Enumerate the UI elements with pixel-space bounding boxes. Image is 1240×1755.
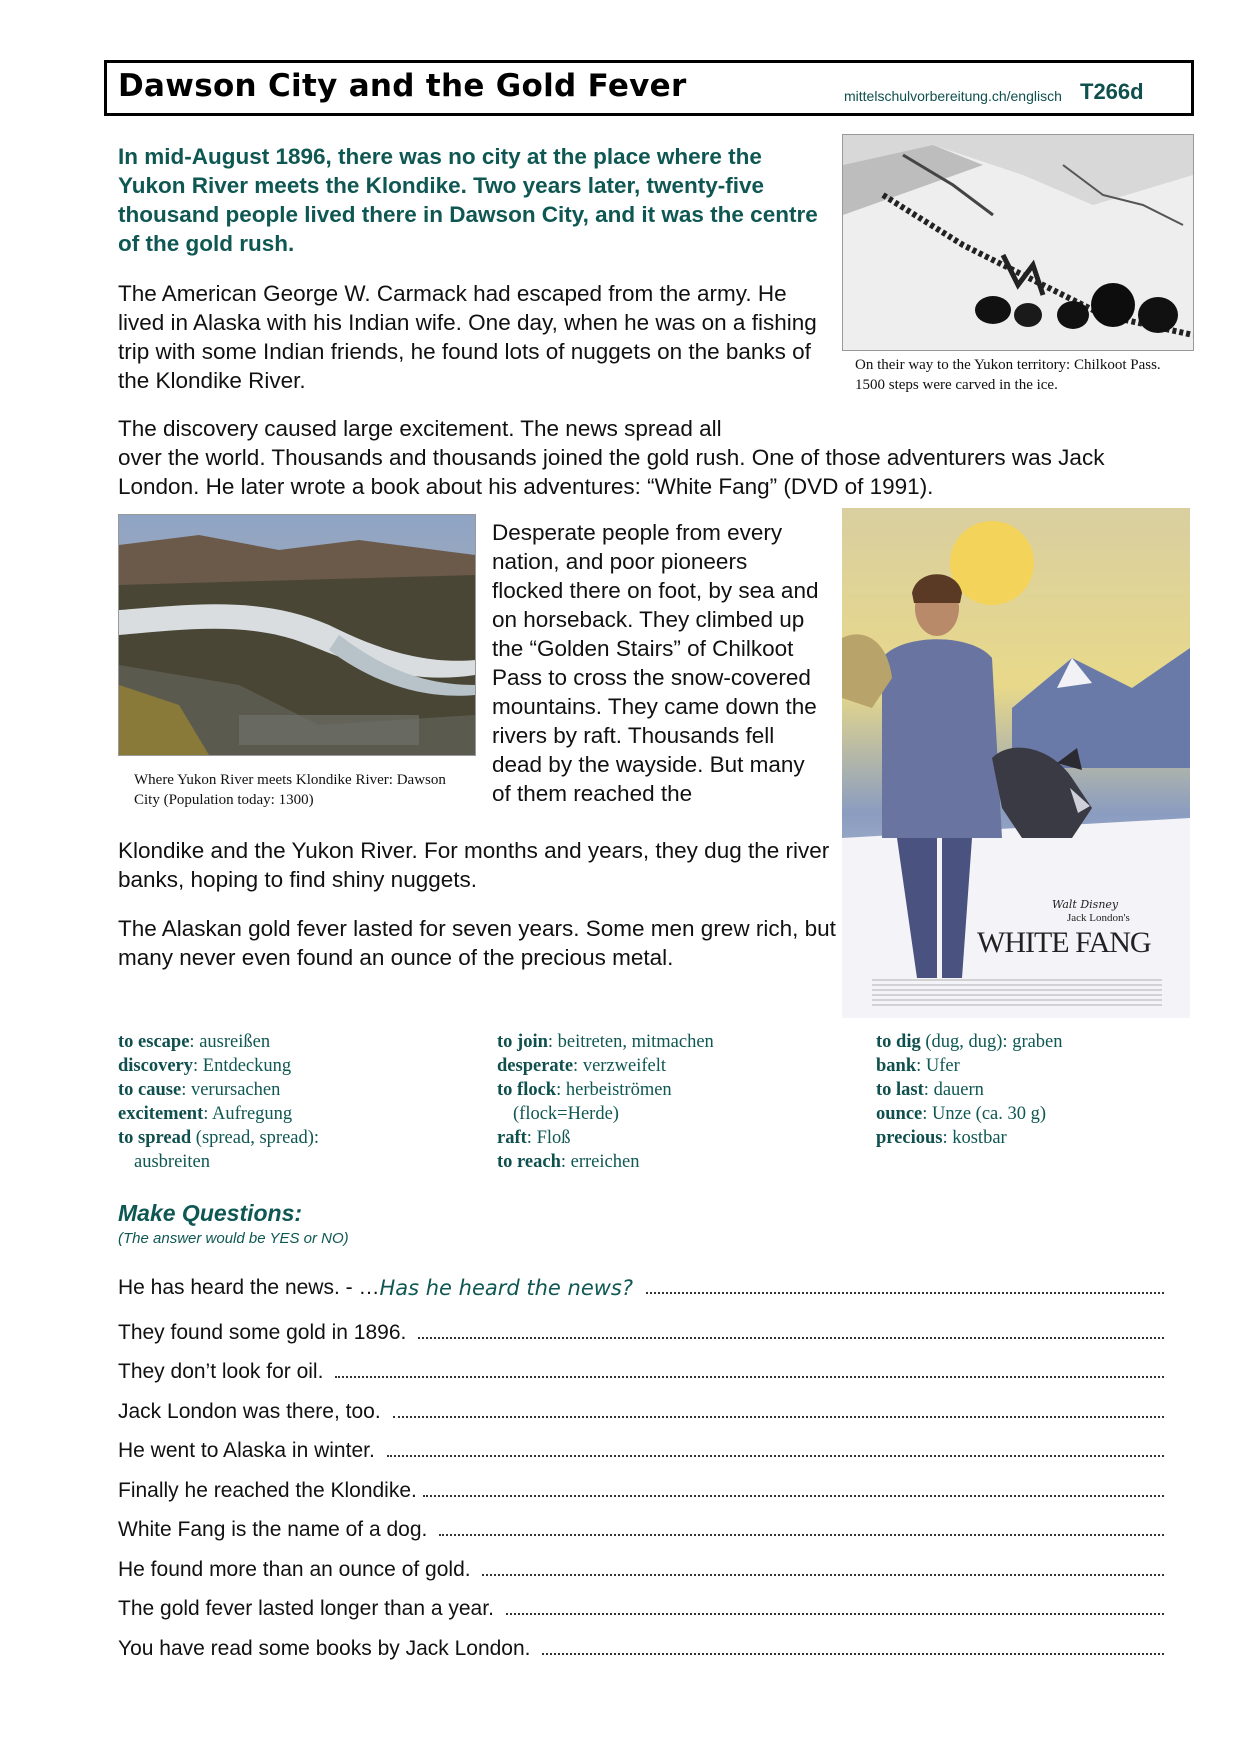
question-row bbox=[118, 1433, 1164, 1463]
vocab-entry: discovery: Entdeckung bbox=[118, 1056, 292, 1076]
vocab-entry: to escape: ausreißen bbox=[118, 1032, 271, 1052]
vocab-entry: to cause: verursachen bbox=[118, 1080, 281, 1100]
questions-title: Make Questions: bbox=[118, 1200, 303, 1226]
answer-line[interactable] bbox=[335, 1376, 1164, 1378]
paragraph-pioneers: Desperate people from every nation, and poor pioneers flocked there on foot, by sea and on horseback. They climbed up the “Golden Stairs” of Chilkoot Pass to cross the snow-covered mountains. They came down the rivers by raft. Thousands fell dead by the wayside. But many of them reached the bbox=[492, 520, 819, 806]
vocab-entry: to reach: erreichen bbox=[497, 1152, 640, 1172]
river-caption: Where Yukon River meets Klondike River: Dawson City (Population today: 1300) bbox=[134, 772, 446, 808]
vocab-entry-note: (flock=Herde) bbox=[513, 1104, 619, 1124]
answer-line[interactable] bbox=[542, 1653, 1164, 1655]
answer-line[interactable] bbox=[393, 1416, 1165, 1418]
vocab-entry: to dig (dug, dug): graben bbox=[876, 1032, 1063, 1052]
poster-credits bbox=[872, 978, 1162, 1006]
page-title: Dawson City and the Gold Fever bbox=[118, 68, 687, 104]
vocab-entry: bank: Ufer bbox=[876, 1056, 960, 1076]
question-prompt: You have read some books by Jack London. bbox=[118, 1637, 537, 1660]
question-row bbox=[118, 1270, 1164, 1300]
paragraph-discovery-line1: The discovery caused large excitement. The news spread all bbox=[118, 416, 722, 441]
worksheet-code: T266d bbox=[1080, 79, 1144, 104]
question-prompt: They don’t look for oil. bbox=[118, 1360, 330, 1383]
paragraph-discovery: over the world. Thousands and thousands joined the gold rush. One of those adventurers was Jack London. He later wrote a book about his adventures: “White Fang” (DVD of 1991). bbox=[118, 445, 1105, 499]
vocab-entry: to flock: herbeiströmen bbox=[497, 1080, 672, 1100]
vocab-entry: precious: kostbar bbox=[876, 1128, 1007, 1148]
answer-line[interactable] bbox=[423, 1495, 1164, 1497]
vocab-column-3 bbox=[876, 1030, 1196, 1150]
vocab-entry: excitement: Aufregung bbox=[118, 1104, 293, 1124]
chilkoot-caption: On their way to the Yukon territory: Chilkoot Pass. 1500 steps were carved in the ice. bbox=[855, 357, 1161, 393]
vocab-entry: ounce: Unze (ca. 30 g) bbox=[876, 1104, 1047, 1124]
yukon-river-photo bbox=[118, 514, 476, 756]
question-row bbox=[118, 1394, 1164, 1424]
chilkoot-pass-photo bbox=[842, 134, 1194, 351]
question-row bbox=[118, 1552, 1164, 1582]
question-row bbox=[118, 1354, 1164, 1384]
intro-paragraph: In mid-August 1896, there was no city at the place where the Yukon River meets the Klondike. Two years later, twenty-five thousand people lived there in Dawson City, and it was the centre of the gold rush. bbox=[118, 144, 818, 256]
paragraph-carmack: The American George W. Carmack had escaped from the army. He lived in Alaska with his Indian wife. One day, when he was on a fishing trip with some Indian friends, he found lots of nuggets on the banks of the Klondike River. bbox=[118, 281, 817, 393]
website-label: mittelschulvorbereitung.ch/englisch bbox=[844, 88, 1062, 104]
question-prompt: Jack London was there, too. bbox=[118, 1400, 387, 1423]
vocab-column-1 bbox=[118, 1030, 488, 1174]
answer-line[interactable] bbox=[506, 1613, 1164, 1615]
paragraph-gold-fever: The Alaskan gold fever lasted for seven years. Some men grew rich, but many never even found an ounce of the precious metal. bbox=[118, 916, 836, 970]
poster-studio-logo: Walt Disney bbox=[1052, 898, 1119, 911]
vocab-entry: to last: dauern bbox=[876, 1080, 984, 1100]
question-prompt: He has heard the news. - … bbox=[118, 1276, 380, 1299]
answer-line[interactable] bbox=[387, 1455, 1164, 1457]
vocab-entry: raft: Floß bbox=[497, 1128, 571, 1148]
answer-line[interactable] bbox=[482, 1574, 1164, 1576]
vocab-column-2 bbox=[497, 1030, 857, 1174]
white-fang-poster bbox=[842, 508, 1190, 1018]
vocab-entry: desperate: verzweifelt bbox=[497, 1056, 667, 1076]
question-answer: Has he heard the news? bbox=[379, 1276, 640, 1300]
poster-title: WHITE FANG bbox=[977, 926, 1151, 959]
vocab-entry-meaning: ausbreiten bbox=[134, 1152, 211, 1172]
poster-author: Jack London's bbox=[1067, 912, 1130, 924]
question-prompt: White Fang is the name of a dog. bbox=[118, 1518, 434, 1541]
answer-line[interactable] bbox=[646, 1292, 1164, 1294]
question-prompt: He went to Alaska in winter. bbox=[118, 1439, 381, 1462]
question-row bbox=[118, 1473, 1164, 1503]
answer-line[interactable] bbox=[439, 1534, 1164, 1536]
paragraph-pioneers-continued: Klondike and the Yukon River. For months and years, they dug the river banks, hoping to find shiny nuggets. bbox=[118, 838, 830, 892]
vocab-entry: to spread (spread, spread): bbox=[118, 1128, 320, 1148]
question-row bbox=[118, 1315, 1164, 1345]
question-prompt: The gold fever lasted longer than a year. bbox=[118, 1597, 500, 1620]
question-prompt: He found more than an ounce of gold. bbox=[118, 1558, 477, 1581]
vocab-entry: to join: beitreten, mitmachen bbox=[497, 1032, 714, 1052]
question-row bbox=[118, 1591, 1164, 1621]
question-row bbox=[118, 1631, 1164, 1661]
question-prompt: They found some gold in 1896. bbox=[118, 1321, 413, 1344]
answer-line[interactable] bbox=[418, 1337, 1164, 1339]
questions-instructions: (The answer would be YES or NO) bbox=[118, 1230, 349, 1247]
question-row bbox=[118, 1512, 1164, 1542]
question-prompt: Finally he reached the Klondike. bbox=[118, 1479, 417, 1502]
